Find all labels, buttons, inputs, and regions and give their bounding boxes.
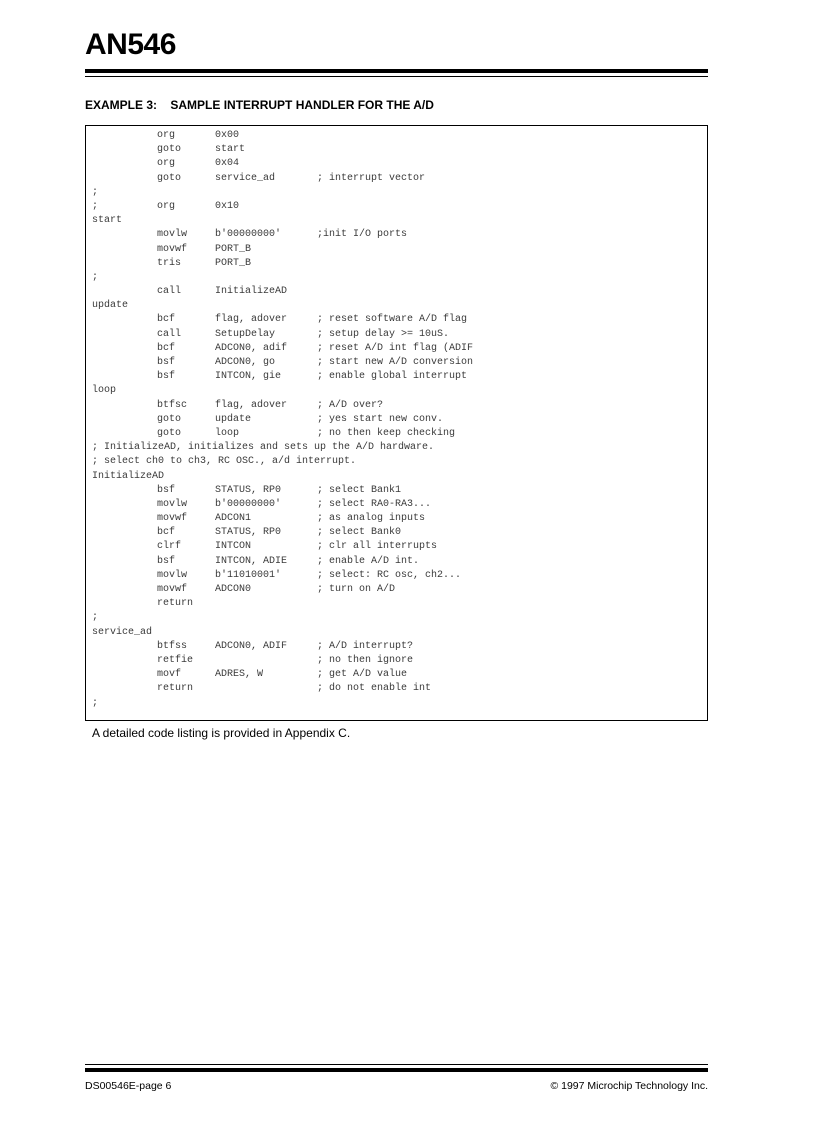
code-line bbox=[92, 654, 473, 668]
code-line bbox=[92, 569, 473, 583]
code-comment: ; select Bank1 bbox=[317, 484, 402, 496]
code-mnemonic: bcf bbox=[157, 314, 176, 326]
code-comment: ; reset software A/D flag bbox=[317, 314, 468, 326]
code-mnemonic: goto bbox=[157, 413, 182, 425]
code-operand: service_ad bbox=[215, 172, 276, 184]
code-mnemonic: bsf bbox=[157, 555, 176, 567]
code-mnemonic: btfss bbox=[157, 640, 188, 652]
code-label: ; bbox=[92, 186, 99, 198]
code-line bbox=[92, 200, 473, 214]
code-operand: PORT_B bbox=[215, 257, 252, 269]
code-mnemonic: movwf bbox=[157, 513, 188, 525]
code-mnemonic: movlw bbox=[157, 229, 188, 241]
code-line bbox=[92, 370, 473, 384]
code-line bbox=[92, 157, 473, 171]
code-line bbox=[92, 285, 473, 299]
code-comment: ; get A/D value bbox=[317, 669, 408, 681]
code-mnemonic: call bbox=[157, 328, 182, 340]
code-operand: STATUS, RP0 bbox=[215, 527, 282, 539]
code-line bbox=[92, 186, 473, 200]
example-title: SAMPLE INTERRUPT HANDLER FOR THE A/D bbox=[170, 98, 434, 112]
code-listing bbox=[92, 129, 473, 711]
code-label: update bbox=[92, 300, 129, 312]
code-comment: ; reset A/D int flag (ADIF bbox=[317, 342, 474, 354]
footer-rule-thin bbox=[85, 1064, 708, 1065]
code-operand: SetupDelay bbox=[215, 328, 276, 340]
code-comment: ; yes start new conv. bbox=[317, 413, 444, 425]
code-operand: loop bbox=[215, 427, 240, 439]
code-comment: ; interrupt vector bbox=[317, 172, 426, 184]
code-operand: ADRES, W bbox=[215, 669, 264, 681]
code-operand: ADCON0 bbox=[215, 584, 252, 595]
code-mnemonic: bsf bbox=[157, 371, 176, 383]
code-mnemonic: return bbox=[157, 683, 194, 695]
code-operand: start bbox=[215, 144, 246, 156]
code-operand: b'11010001' bbox=[215, 569, 282, 581]
code-line bbox=[92, 243, 473, 257]
code-mnemonic: movwf bbox=[157, 243, 188, 255]
code-line bbox=[92, 271, 473, 285]
code-line bbox=[92, 356, 473, 370]
code-operand: update bbox=[215, 413, 252, 425]
code-comment: ; select RA0-RA3... bbox=[317, 498, 432, 510]
code-line bbox=[92, 682, 473, 696]
footer-rule-thick bbox=[85, 1068, 708, 1072]
code-operand: InitializeAD bbox=[215, 286, 288, 298]
code-operand: PORT_B bbox=[215, 243, 252, 255]
code-mnemonic: movf bbox=[157, 669, 182, 681]
code-comment: ; clr all interrupts bbox=[317, 541, 438, 553]
code-operand: 0x10 bbox=[215, 200, 240, 212]
code-label: loop bbox=[92, 385, 117, 397]
code-line bbox=[92, 597, 473, 611]
code-operand: flag, adover bbox=[215, 314, 288, 326]
code-mnemonic: movlw bbox=[157, 498, 188, 510]
code-line bbox=[92, 540, 473, 554]
code-mnemonic: org bbox=[157, 130, 176, 141]
code-operand: STATUS, RP0 bbox=[215, 484, 282, 496]
code-label: ; bbox=[92, 612, 99, 624]
code-mnemonic: clrf bbox=[157, 541, 182, 553]
code-line bbox=[92, 129, 473, 143]
code-comment: ; as analog inputs bbox=[317, 513, 426, 525]
code-mnemonic: call bbox=[157, 286, 182, 298]
code-mnemonic: bsf bbox=[157, 357, 176, 368]
code-line bbox=[92, 143, 473, 157]
code-mnemonic: goto bbox=[157, 427, 182, 439]
code-line bbox=[92, 498, 473, 512]
code-listing-box bbox=[85, 125, 708, 721]
code-line bbox=[92, 484, 473, 498]
code-operand: 0x04 bbox=[215, 158, 240, 170]
code-label: ; bbox=[92, 271, 99, 283]
code-operand: ADCON0, ADIF bbox=[215, 640, 288, 652]
code-line bbox=[92, 455, 473, 469]
footer-copyright: © 1997 Microchip Technology Inc. bbox=[550, 1080, 708, 1092]
code-label: InitializeAD bbox=[92, 470, 165, 482]
code-line bbox=[92, 342, 473, 356]
code-label: service_ad bbox=[92, 626, 153, 638]
code-mnemonic: org bbox=[157, 158, 176, 170]
code-line bbox=[92, 172, 473, 186]
code-mnemonic: btfsc bbox=[157, 399, 188, 411]
header-rule-thick bbox=[85, 69, 708, 73]
code-mnemonic: bcf bbox=[157, 527, 176, 539]
code-operand: ADCON0, adif bbox=[215, 342, 288, 354]
code-line bbox=[92, 470, 473, 484]
example-label: EXAMPLE 3: bbox=[85, 98, 158, 112]
code-operand: INTCON, gie bbox=[215, 371, 282, 383]
code-operand: ADCON0, go bbox=[215, 357, 276, 368]
code-mnemonic: goto bbox=[157, 172, 182, 184]
code-line bbox=[92, 313, 473, 327]
code-line bbox=[92, 512, 473, 526]
code-line bbox=[92, 299, 473, 313]
code-comment: ; select: RC osc, ch2... bbox=[317, 569, 462, 581]
code-operand: INTCON bbox=[215, 541, 252, 553]
code-comment: ; do not enable int bbox=[317, 683, 432, 695]
code-comment: ; enable global interrupt bbox=[317, 371, 468, 383]
code-line bbox=[92, 697, 473, 711]
code-operand: b'00000000' bbox=[215, 229, 282, 241]
code-mnemonic: movlw bbox=[157, 569, 188, 581]
code-operand: 0x00 bbox=[215, 130, 240, 141]
code-line bbox=[92, 384, 473, 398]
code-label: start bbox=[92, 215, 123, 227]
code-comment: ;init I/O ports bbox=[317, 229, 408, 241]
code-comment: ; setup delay >= 10uS. bbox=[317, 328, 450, 340]
code-line bbox=[92, 555, 473, 569]
code-mnemonic: retfie bbox=[157, 654, 194, 666]
code-mnemonic: movwf bbox=[157, 584, 188, 595]
code-label: ; select ch0 to ch3, RC OSC., a/d interrupt. bbox=[92, 456, 357, 468]
code-mnemonic: goto bbox=[157, 144, 182, 156]
code-operand: flag, adover bbox=[215, 399, 288, 411]
code-operand: INTCON, ADIE bbox=[215, 555, 288, 567]
code-line bbox=[92, 257, 473, 271]
code-line bbox=[92, 526, 473, 540]
code-operand: b'00000000' bbox=[215, 498, 282, 510]
code-line bbox=[92, 228, 473, 242]
code-comment: ; no then ignore bbox=[317, 654, 414, 666]
code-operand: ADCON1 bbox=[215, 513, 252, 525]
code-line bbox=[92, 427, 473, 441]
code-comment: ; A/D interrupt? bbox=[317, 640, 414, 652]
footer-doc-number: DS00546E-page 6 bbox=[85, 1080, 172, 1092]
code-comment: ; A/D over? bbox=[317, 399, 384, 411]
code-comment: ; turn on A/D bbox=[317, 584, 396, 595]
code-mnemonic: return bbox=[157, 598, 194, 610]
code-comment: ; select Bank0 bbox=[317, 527, 402, 539]
code-line bbox=[92, 214, 473, 228]
header-rule-thin bbox=[85, 76, 708, 77]
example-caption bbox=[85, 98, 434, 112]
code-line bbox=[92, 626, 473, 640]
code-line bbox=[92, 399, 473, 413]
code-mnemonic: org bbox=[157, 200, 176, 212]
code-label: ; InitializeAD, initializes and sets up the A/D hardware. bbox=[92, 442, 435, 454]
code-mnemonic: bsf bbox=[157, 484, 176, 496]
code-mnemonic: bcf bbox=[157, 342, 176, 354]
code-mnemonic: tris bbox=[157, 257, 182, 269]
code-line bbox=[92, 413, 473, 427]
code-comment: ; no then keep checking bbox=[317, 427, 456, 439]
code-label: ; bbox=[92, 697, 99, 709]
code-comment: ; enable A/D int. bbox=[317, 555, 420, 567]
code-line bbox=[92, 668, 473, 682]
code-comment: ; start new A/D conversion bbox=[317, 357, 474, 368]
code-line bbox=[92, 611, 473, 625]
code-line bbox=[92, 640, 473, 654]
code-line bbox=[92, 328, 473, 342]
code-line bbox=[92, 441, 473, 455]
page-title: AN546 bbox=[85, 28, 176, 61]
appendix-note: A detailed code listing is provided in Appendix C. bbox=[92, 726, 351, 740]
code-line bbox=[92, 583, 473, 597]
code-label: ; bbox=[92, 200, 99, 212]
